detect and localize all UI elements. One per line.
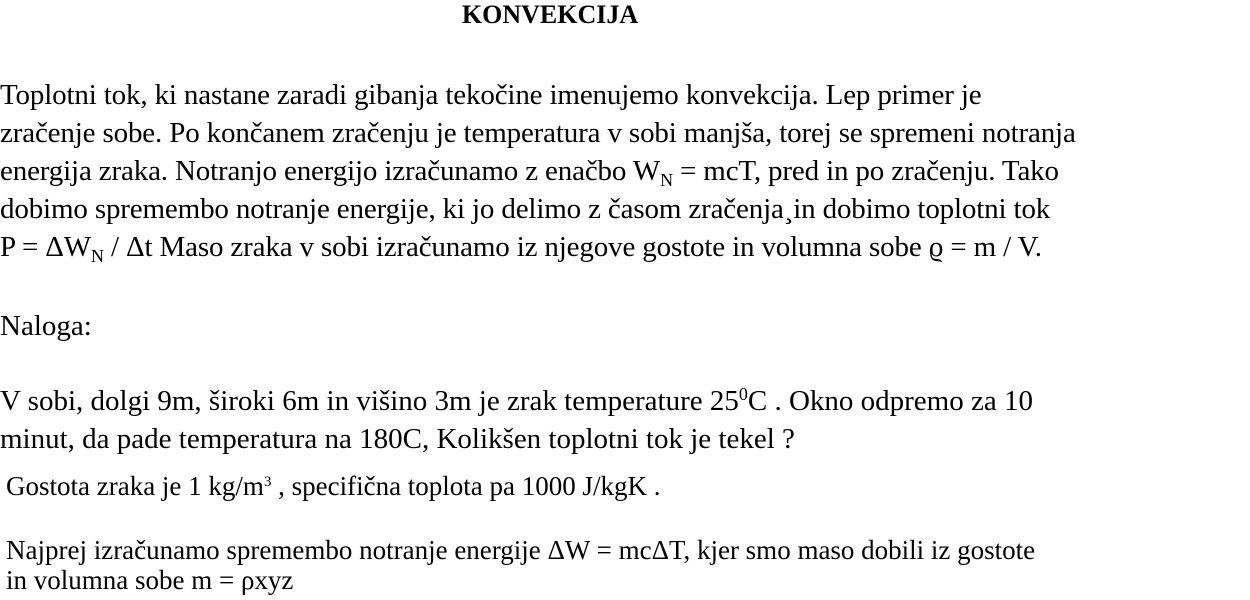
intro-line-2: zračenje sobe. Po končanem zračenju je temperatura v sobi manjša, torej se spremeni notranja [0, 117, 1076, 149]
intro-line-4: dobimo spremembo notranje energije, ki jo delimo z časom zračenja¸in dobimo toplotni tok [0, 193, 1051, 225]
task-line-1 [0, 382, 1250, 420]
solution-paragraph [6, 535, 1035, 595]
solution-line-1: Najprej izračunamo spremembo notranje energije ΔW = mcΔT, kjer smo maso dobili iz gostote [6, 535, 1036, 565]
given-text-a: Gostota zraka je 1 kg/m [6, 471, 264, 501]
page-title: KONVEKCIJA [461, 0, 639, 29]
task-line-1-superscript: 0 [738, 384, 748, 405]
intro-line-5-subscript: N [91, 245, 104, 266]
task-line-1-text-a: V sobi, dolgi 9m, široki 6m in višino 3m je zrak temperature 25 [0, 385, 739, 417]
given-superscript: 3 [263, 474, 272, 491]
intro-line-3-subscript: N [660, 169, 673, 190]
solution-line-2: in volumna sobe m = ρxyz [6, 565, 294, 595]
intro-line-3-text-b: = mcT, pred in po zračenju. Tako [672, 155, 1059, 187]
task-line-2: minut, da pade temperatura na 180C, Kolikšen toplotni tok je tekel ? [0, 423, 795, 455]
intro-line-5 [0, 228, 1250, 266]
intro-line-3 [0, 152, 1250, 190]
task-label: Naloga: [0, 310, 92, 342]
intro-paragraph [0, 76, 1250, 266]
intro-line-1: Toplotni tok, ki nastane zaradi gibanja tekočine imenujemo konvekcija. Lep primer je [0, 79, 982, 111]
intro-line-5-text-a: P = ΔW [0, 231, 92, 263]
intro-line-3-text-a: energija zraka. Notranjo energijo izračunamo z enačbo W [0, 155, 661, 187]
intro-line-5-text-b: / Δt Maso zraka v sobi izračunamo iz njegove gostote in volumna sobe ϱ = m / V. [103, 231, 1042, 263]
task-paragraph [0, 382, 1250, 458]
given-values [6, 470, 661, 502]
given-text-b: , specifična toplota pa 1000 J/kgK . [271, 471, 661, 501]
task-line-1-text-b: C . Okno odpremo za 10 [747, 385, 1033, 417]
